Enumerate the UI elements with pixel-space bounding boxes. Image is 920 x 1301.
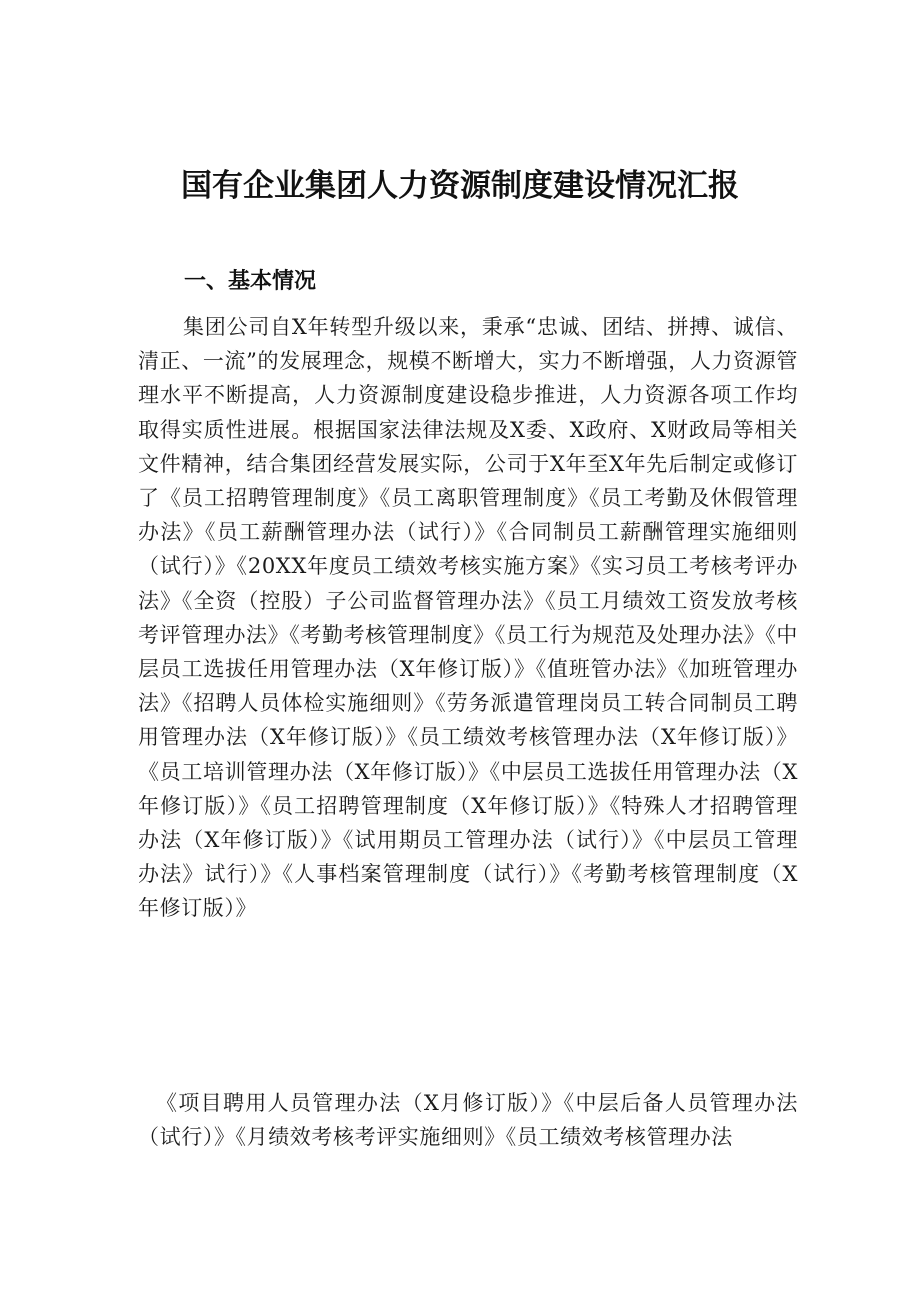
document-title: 国有企业集团人力资源制度建设情况汇报 [181,168,739,204]
section-heading: 一、基本情况 [184,269,317,294]
body-paragraph-2: 《项目聘用人员管理办法（X月修订版）》《中层后备人员管理办法（试行）》《月绩效考核考评实施细则》《员工绩效考核管理办法 [138,1091,798,1150]
body-paragraph-1: 集团公司自X年转型升级以来，秉承“忠诚、团结、拼搏、诚信、清正、一流”的发展理念，规模不断增大，实力不断增强，人力资源管理水平不断提高，人力资源制度建设稳步推进，人力资源各项工作均取得实质性进展。根据国家法律法规及X委、X政府、X财政局等相关文件精神，结合集团经营发展实际，公司于X年至X年先后制定或修订了《员工招聘管理制度》《员工离职管理制度》《员工考勤及休假管理办法》《员工薪酬管理办法（试行）》《合同制员工薪酬管理实施细则（试行）》《20XX年度员工绩效考核实施方案》《实习员工考核考评办法》《全资（控股）子公司监督管理办法》《员工月绩效工资发放考核考评管理办法》《考勤考核管理制度》《员工行为规范及处理办法》《中层员工选拔任用管理办法（X年修订版）》《值班管办法》《加班管理办法》《招聘人员体检实施细则》《劳务派遣管理岗员工转合同制员工聘用管理办法（X年修订版）》《员工绩效考核管理办法（X年修订版）》《员工培训管理办法（X年修订版）》《中层员工选拔任用管理办法（X年修订版）》《员工招聘管理制度（X年修订版）》《特殊人才招聘管理办法（X年修订版）》《试用期员工管理办法（试行）》《中层员工管理办法》试行）》《人事档案管理制度（试行）》《考勤考核管理制度（X年修订版）》 [138,315,798,921]
